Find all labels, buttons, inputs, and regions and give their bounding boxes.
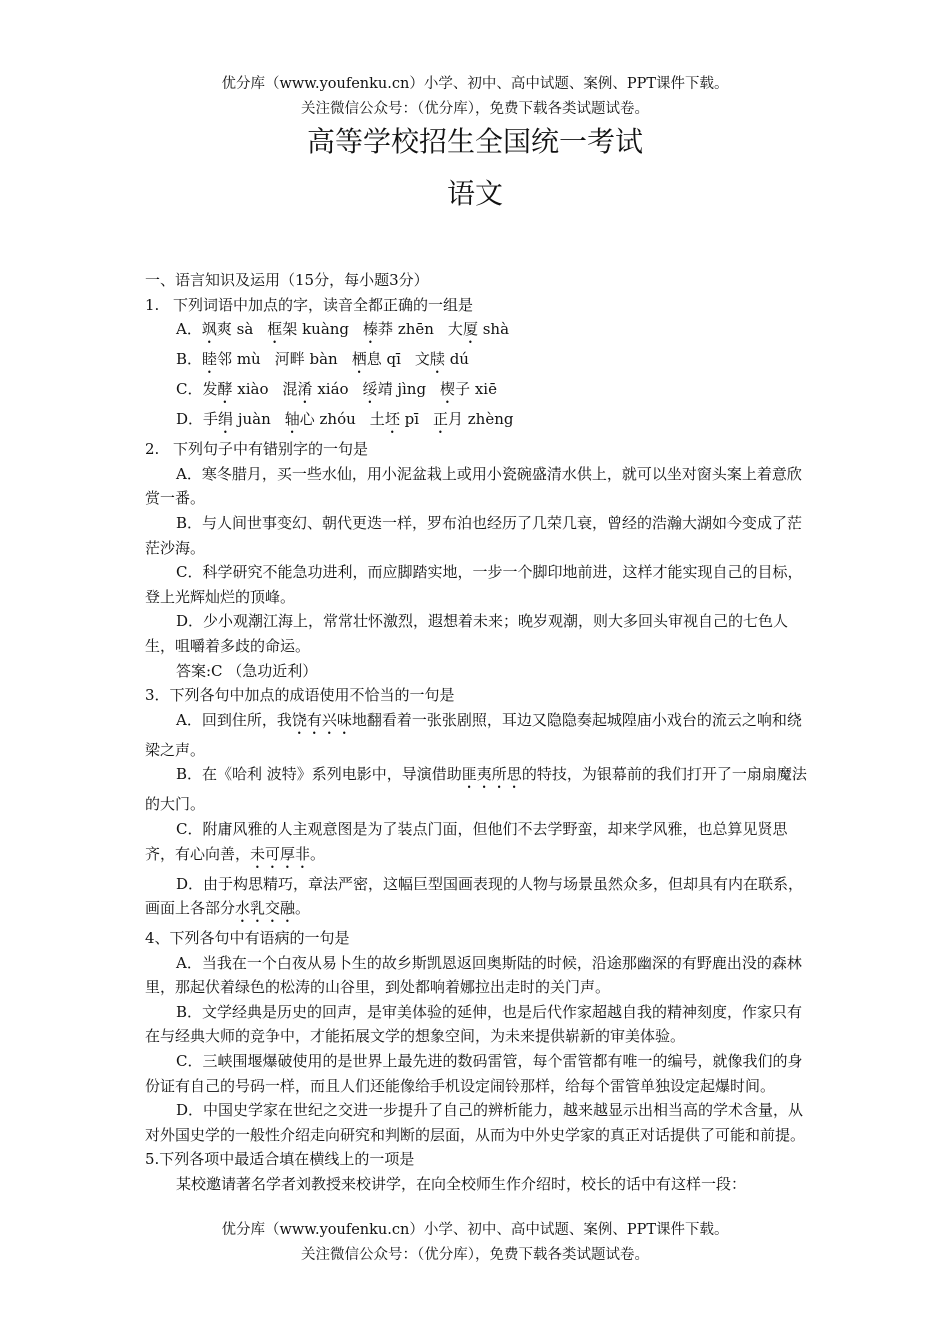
option-letter: A．: [176, 320, 202, 339]
question-number: 3．: [145, 686, 170, 705]
word: [370, 407, 419, 437]
option-text: B．在《哈利 波特》系列电影中，导演借助: [176, 765, 462, 784]
word-rest: 发: [202, 380, 218, 399]
option-text: 的特技，为银幕前的我们打开了一扇扇魔法的大门。: [145, 765, 807, 814]
word: [283, 377, 349, 407]
option-text: A．回到住所，我: [176, 710, 292, 729]
dotted-char: 正: [433, 410, 449, 429]
q1-option-c: [145, 377, 815, 407]
dotted-char: 榛: [363, 320, 379, 339]
q3-option-a: [145, 708, 815, 763]
q2-option-c: C．科学研究不能急功进利，而应脚踏实地，一步一个脚印地前进，这样才能实现自己的目标，登上光辉灿烂的顶峰。: [145, 563, 803, 606]
q1-option-b: [145, 347, 815, 377]
q2-option-d: D．少小观潮江海上，常常壮怀激烈，遐想着未来；晚岁观潮，则大多回头审视自己的七色人生，咀嚼着多歧的命运。: [145, 612, 789, 655]
dotted-char: 酵: [217, 380, 233, 399]
word: [440, 377, 497, 407]
q2-answer: 答案:C （急功近利）: [176, 661, 318, 680]
question-number: 4、: [145, 929, 170, 948]
word-rest: 河: [274, 350, 290, 369]
word: [285, 407, 356, 437]
dotted-char: 飒: [201, 320, 217, 339]
pinyin: dú: [444, 350, 469, 369]
q4-option-b: B．文学经典是历史的回声，是审美体验的延伸，也是后代作家超越自我的精神刻度，作家只有在与经典大师的竞争中，才能拓展文学的想象空间，为未来提供崭新的审美体验。: [145, 1002, 803, 1046]
dotted-char: 坯: [384, 410, 400, 429]
word: [202, 347, 261, 377]
question-number: 2.: [145, 440, 160, 459]
dotted-char: 轴: [284, 410, 300, 429]
dotted-char: 睦: [202, 350, 218, 369]
option-text: C．附庸风雅的人主观意图是为了装点门面，但他们不去学野蛮，却来学风雅，也总算见贤思齐，有心向善，: [145, 819, 788, 863]
word: [352, 347, 401, 377]
word-rest: 息 qī: [366, 350, 401, 369]
word: [415, 347, 469, 377]
q2-option-a: A．寒冬腊月，买一些水仙，用小泥盆栽上或用小瓷碗盛清水供上，就可以坐对窗头案上着意欣赏一番。: [145, 464, 802, 508]
word: [202, 377, 268, 407]
word: [363, 377, 427, 407]
question-2-stem: [145, 437, 815, 462]
exam-content: [145, 268, 815, 1197]
word: [448, 317, 509, 347]
q3-option-b: [145, 762, 815, 817]
watermark-header-line2: 关注微信公众号：（优分库），免费下载各类试题试卷。: [301, 101, 649, 117]
option-text: 。: [310, 844, 326, 863]
word-rest: 爽 sà: [216, 320, 254, 339]
pinyin: xiào: [232, 380, 269, 399]
word-rest: 大: [447, 320, 463, 339]
dotted-char: 淆: [297, 380, 313, 399]
word-rest: 土: [369, 410, 385, 429]
word-rest: 畔 bàn: [289, 350, 338, 369]
watermark-header-line1: 优分库（www.youfenku.cn）小学、初中、高中试题、案例、PPT课件下载。: [221, 76, 729, 92]
word-rest: 心 zhóu: [299, 410, 356, 429]
dotted-idiom: 未可厚非: [250, 844, 311, 863]
watermark-footer-line1: 优分库（www.youfenku.cn）小学、初中、高中试题、案例、PPT课件下载。: [221, 1222, 729, 1238]
pinyin: pī: [399, 410, 419, 429]
word-rest: 子 xiē: [455, 380, 497, 399]
q3-option-c: [145, 817, 815, 872]
word: [363, 317, 434, 347]
pinyin: shà: [477, 320, 510, 339]
word-rest: 莽 zhēn: [378, 320, 434, 339]
dotted-char: 厦: [462, 320, 478, 339]
pinyin: xiáo: [312, 380, 349, 399]
dotted-char: 楔: [440, 380, 456, 399]
pinyin: juàn: [233, 410, 271, 429]
q5-body: 某校邀请著名学者刘教授来校讲学，在向全校师生作介绍时，校长的话中有这样一段：: [176, 1175, 747, 1194]
watermark-footer-line2: 关注微信公众号：（优分库），免费下载各类试题试卷。: [301, 1247, 649, 1263]
q2-option-b: B．与人间世事变幻、朝代更迭一样，罗布泊也经历了几荣几衰，曾经的浩瀚大湖如今变成了茫茫沙海。: [145, 513, 803, 557]
dotted-char: 绢: [218, 410, 234, 429]
word: [275, 347, 338, 372]
dotted-char: 绥: [362, 380, 378, 399]
option-text: D．由于构思精巧，章法严密，这幅巨型国画表现的人物与场景虽然众多，但却具有内在联系，画面上各部分: [145, 874, 804, 918]
word-rest: 邻 mù: [217, 350, 261, 369]
page-subtitle: 语文: [446, 177, 503, 210]
option-text: 。: [295, 899, 311, 918]
option-letter: D．: [176, 410, 204, 429]
question-text: 下列句子中有错别字的一句是: [173, 440, 369, 459]
dotted-char: 框: [267, 320, 283, 339]
q1-option-d: [145, 407, 815, 437]
dotted-idiom: 水乳交融: [235, 899, 296, 918]
word-rest: 手: [203, 410, 219, 429]
word: [202, 317, 253, 347]
q4-option-c: C．三峡围堰爆破使用的是世界上最先进的数码雷管，每个雷管都有唯一的编号，就像我们的身份证有自己的号码一样，而且人们还能像给手机设定闹铃那样，给每个雷管单独设定起爆时间。: [145, 1052, 803, 1095]
option-letter: B．: [176, 350, 203, 369]
q3-option-d: [145, 872, 815, 927]
question-text: 下列各句中加点的成语使用不恰当的一句是: [169, 686, 455, 705]
word: [267, 317, 349, 347]
dotted-char: 牍: [429, 350, 445, 369]
question-text: 下列各句中有语病的一句是: [169, 929, 350, 948]
word-rest: 混: [282, 380, 298, 399]
q4-option-d: D．中国史学家在世纪之交进一步提升了自己的辨析能力，越来越显示出相当高的学术含量，从对外国史学的一般性介绍走向研究和判断的层面，从而为中外史学家的真正对话提供了可能和前提。: [145, 1101, 806, 1144]
option-letter: C．: [176, 380, 203, 399]
section-heading: 一、语言知识及运用（15分，每小题3分）: [145, 271, 429, 289]
option-text: 地翻看着一张张剧照，耳边又隐隐奏起城隍庙小戏台的流云之响和绕梁之声。: [145, 710, 802, 759]
dotted-idiom: 匪夷所思: [461, 765, 522, 784]
question-text: 下列词语中加点的字，读音全都正确的一组是: [173, 295, 474, 314]
word-rest: 架 kuàng: [282, 320, 350, 339]
word: [203, 407, 271, 437]
q4-option-a: A．当我在一个白夜从易卜生的故乡斯凯恩返回奥斯陆的时候，沿途那幽深的有野鹿出没的森林里，那起伏着绿色的松涛的山谷里，到处都响着娜拉出走时的关门声。: [145, 953, 802, 997]
word-rest: 靖 jìng: [377, 380, 427, 399]
question-1-stem: [145, 293, 815, 318]
page-title: 高等学校招生全国统一考试: [306, 125, 643, 158]
question-number: 1.: [145, 295, 160, 314]
question-3-stem: [145, 683, 815, 708]
question-4-stem: [145, 926, 815, 951]
word-rest: 文: [414, 350, 430, 369]
word: [433, 407, 514, 437]
question-5-stem: 5.下列各项中最适合填在横线上的一项是: [145, 1150, 415, 1169]
word-rest: 月 zhèng: [448, 410, 514, 429]
dotted-idiom: 饶有兴味: [291, 710, 352, 729]
dotted-char: 栖: [351, 350, 367, 369]
q1-option-a: [145, 317, 815, 347]
